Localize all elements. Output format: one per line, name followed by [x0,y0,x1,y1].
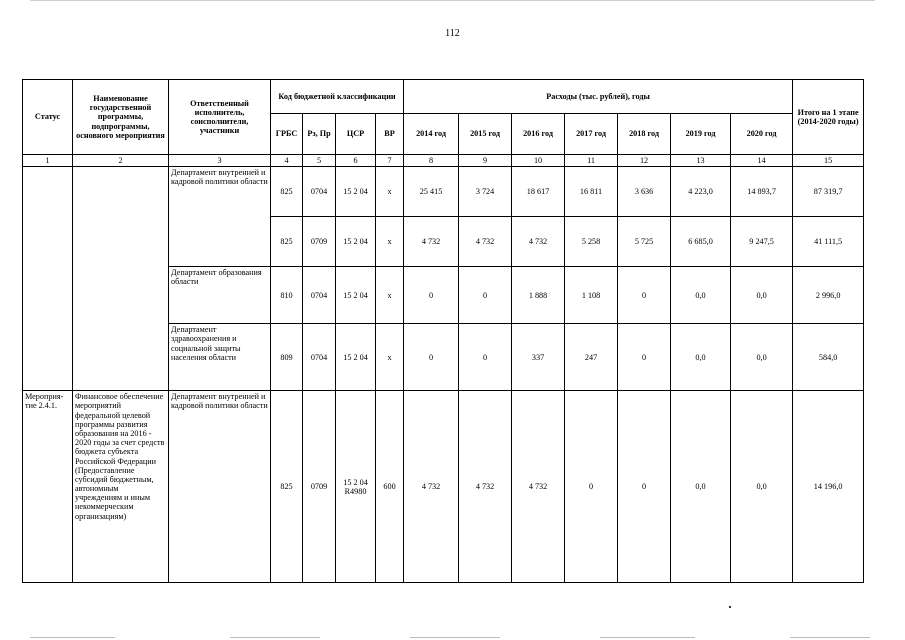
value-cell: 4 732 [512,391,565,583]
column-number: 12 [618,155,671,167]
value-cell: 0,0 [671,324,731,391]
value-cell: 0,0 [671,391,731,583]
column-number: 13 [671,155,731,167]
header-year-2017: 2017 год [565,114,618,155]
name-cell-empty [73,167,169,391]
value-cell: 4 732 [512,217,565,267]
vr-cell: х [376,217,404,267]
rzpr-cell: 0704 [303,324,336,391]
column-number: 6 [336,155,376,167]
header-executor: Ответственный исполнитель, соисполнители, участники [169,80,271,155]
vr-cell: 600 [376,391,404,583]
header-name: Наименование государственной программы, подпрограммы, основного мероприятия [73,80,169,155]
value-cell: 0 [404,267,459,324]
csr-cell: 15 2 04 [336,167,376,217]
rzpr-cell: 0709 [303,391,336,583]
csr-cell: 15 2 04 [336,267,376,324]
grbs-cell: 809 [271,324,303,391]
value-cell: 3 636 [618,167,671,217]
table-row [23,167,864,217]
value-cell: 247 [565,324,618,391]
header-status: Статус [23,80,73,155]
column-number: 7 [376,155,404,167]
value-cell: 6 685,0 [671,217,731,267]
column-number: 15 [793,155,864,167]
csr-cell: 15 2 04 [336,324,376,391]
total-cell: 584,0 [793,324,864,391]
rzpr-cell: 0709 [303,217,336,267]
column-number: 4 [271,155,303,167]
page-number: 112 [445,28,460,39]
table-row [23,391,864,583]
value-cell: 1 888 [512,267,565,324]
value-cell: 4 732 [404,217,459,267]
value-cell: 5 725 [618,217,671,267]
column-number-row [23,155,864,167]
column-number: 11 [565,155,618,167]
total-cell: 87 319,7 [793,167,864,217]
value-cell: 9 247,5 [731,217,793,267]
header-vr: ВР [376,114,404,155]
vr-cell: х [376,324,404,391]
csr-cell: 15 2 04 R4980 [336,391,376,583]
header-year-2016: 2016 год [512,114,565,155]
status-cell-empty [23,167,73,391]
csr-cell: 15 2 04 [336,217,376,267]
value-cell: 4 732 [459,391,512,583]
value-cell: 0,0 [731,324,793,391]
value-cell: 5 258 [565,217,618,267]
total-cell: 2 996,0 [793,267,864,324]
header-year-2019: 2019 год [671,114,731,155]
value-cell: 0 [565,391,618,583]
header-year-2020: 2020 год [731,114,793,155]
header-grbs: ГРБС [271,114,303,155]
scan-bottom-edge [0,635,905,638]
executor-cell: Департамент образования области [169,267,271,324]
value-cell: 0 [459,324,512,391]
grbs-cell: 810 [271,267,303,324]
vr-cell: х [376,167,404,217]
executor-cell: Департамент здравоохранения и социальной защиты населения области [169,324,271,391]
value-cell: 0,0 [671,267,731,324]
column-number: 8 [404,155,459,167]
value-cell: 0 [618,267,671,324]
column-number: 14 [731,155,793,167]
value-cell: 0 [459,267,512,324]
value-cell: 337 [512,324,565,391]
executor-cell: Департамент внутренней и кадровой политики области [169,167,271,267]
status-cell: Мероприя-тие 2.4.1. [23,391,73,583]
header-csr: ЦСР [336,114,376,155]
value-cell: 14 893,7 [731,167,793,217]
header-total: Итого на 1 этапе (2014-2020 годы) [793,80,864,155]
header-expenses: Расходы (тыс. рублей), годы [404,80,793,114]
value-cell: 0 [404,324,459,391]
value-cell: 0,0 [731,267,793,324]
value-cell: 25 415 [404,167,459,217]
name-cell: Финансовое обеспечение мероприятий федеральной целевой программы развития образования на 2016 - 2020 годы за счет средств бюджета субъекта Российской Федерации (Предоставление субсидий бюджетным, автономным учреждениям и иным некоммерческим организациям) [73,391,169,583]
budget-table [22,79,864,583]
vr-cell: х [376,267,404,324]
value-cell: 4 732 [404,391,459,583]
column-number: 9 [459,155,512,167]
executor-cell: Департамент внутренней и кадровой политики области [169,391,271,583]
grbs-cell: 825 [271,217,303,267]
header-budget-code: Код бюджетной классификации [271,80,404,114]
rzpr-cell: 0704 [303,167,336,217]
total-cell: 14 196,0 [793,391,864,583]
value-cell: 0 [618,391,671,583]
value-cell: 18 617 [512,167,565,217]
rzpr-cell: 0704 [303,267,336,324]
total-cell: 41 111,5 [793,217,864,267]
column-number: 3 [169,155,271,167]
grbs-cell: 825 [271,391,303,583]
column-number: 5 [303,155,336,167]
header-rzpr: Рз, Пр [303,114,336,155]
value-cell: 16 811 [565,167,618,217]
grbs-cell: 825 [271,167,303,217]
header-year-2014: 2014 год [404,114,459,155]
column-number: 1 [23,155,73,167]
column-number: 10 [512,155,565,167]
header-year-2018: 2018 год [618,114,671,155]
value-cell: 0,0 [731,391,793,583]
column-number: 2 [73,155,169,167]
scan-top-edge [30,0,875,1]
value-cell: 4 223,0 [671,167,731,217]
value-cell: 0 [618,324,671,391]
value-cell: 1 108 [565,267,618,324]
header-year-2015: 2015 год [459,114,512,155]
value-cell: 4 732 [459,217,512,267]
scan-speck [729,606,731,608]
value-cell: 3 724 [459,167,512,217]
